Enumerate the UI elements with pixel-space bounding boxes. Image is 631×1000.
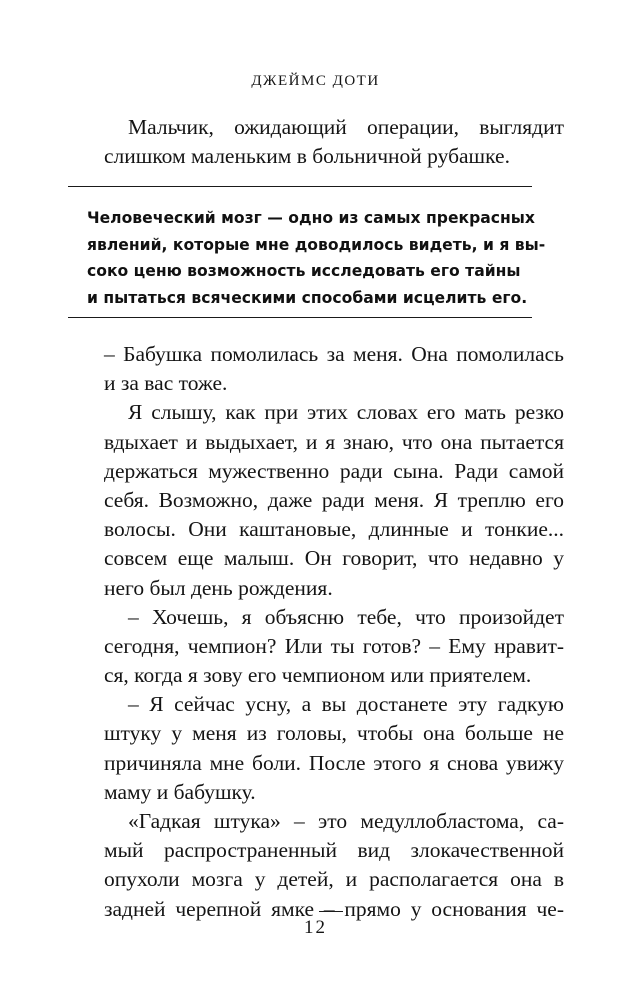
text-line: слишком маленьким в больничной рубашке. (104, 144, 510, 169)
text-line: сегодня, чемпион? Или ты готов? – Ему нравит- (104, 633, 564, 658)
text-line: него был день рождения. (104, 575, 333, 600)
pullquote-bottom-rule (68, 317, 532, 318)
pullquote-line: соко ценю возможность исследовать его тайны (87, 262, 521, 281)
pullquote (87, 205, 546, 311)
text-line: волосы. Они каштановые, длинные и тонкие... (104, 517, 564, 542)
folio-rule (319, 911, 343, 912)
text-line: маму и бабушку. (104, 779, 256, 804)
pullquote-top-rule (68, 186, 532, 187)
text-line: задней черепной ямке – прямо у основания че- (104, 896, 564, 921)
text-line: Мальчик, ожидающий операции, выглядит (128, 115, 564, 139)
text-line: себя. Возможно, даже ради меня. Я треплю его (104, 487, 564, 512)
pullquote-line: явлений, которые мне доводилось видеть, и я вы- (87, 235, 546, 254)
main-text (104, 340, 564, 924)
text-line: ся, когда я зову его чемпионом или приятелем. (104, 663, 532, 688)
intro-paragraph (104, 113, 564, 171)
text-line: мый распространенный вид злокачественной (104, 838, 564, 863)
running-head: ДЖЕЙМС ДОТИ (251, 73, 380, 89)
text-line: – Я сейчас усну, а вы достанете эту гадкую (128, 692, 564, 717)
text-line: – Хочешь, я объясню тебе, что произойдет (128, 604, 564, 629)
pullquote-line: Человеческий мозг — одно из самых прекрасных (87, 209, 535, 227)
page-number: 12 (304, 917, 327, 938)
text-line: причиняла мне боли. После этого я снова увижу (104, 750, 564, 775)
pullquote-line: и пытаться всяческими способами исцелить его. (87, 288, 528, 307)
text-line: – Бабушка помолилась за меня. Она помолилась (104, 342, 564, 366)
text-line: вдыхает и выдыхает, и я знаю, что она пытается (104, 429, 564, 454)
text-line: и за вас тоже. (104, 371, 228, 396)
text-line: держаться мужественно ради сына. Ради самой (104, 458, 564, 483)
text-line: штуку у меня из головы, чтобы она больше не (104, 721, 564, 746)
text-line: совсем еще малыш. Он говорит, что недавно у (104, 546, 564, 571)
text-line: «Гадкая штука» – это медуллобластома, са- (128, 809, 564, 833)
text-line: опухоли мозга у детей, и располагается она в (104, 867, 564, 892)
text-line: Я слышу, как при этих словах его мать резко (128, 400, 564, 425)
